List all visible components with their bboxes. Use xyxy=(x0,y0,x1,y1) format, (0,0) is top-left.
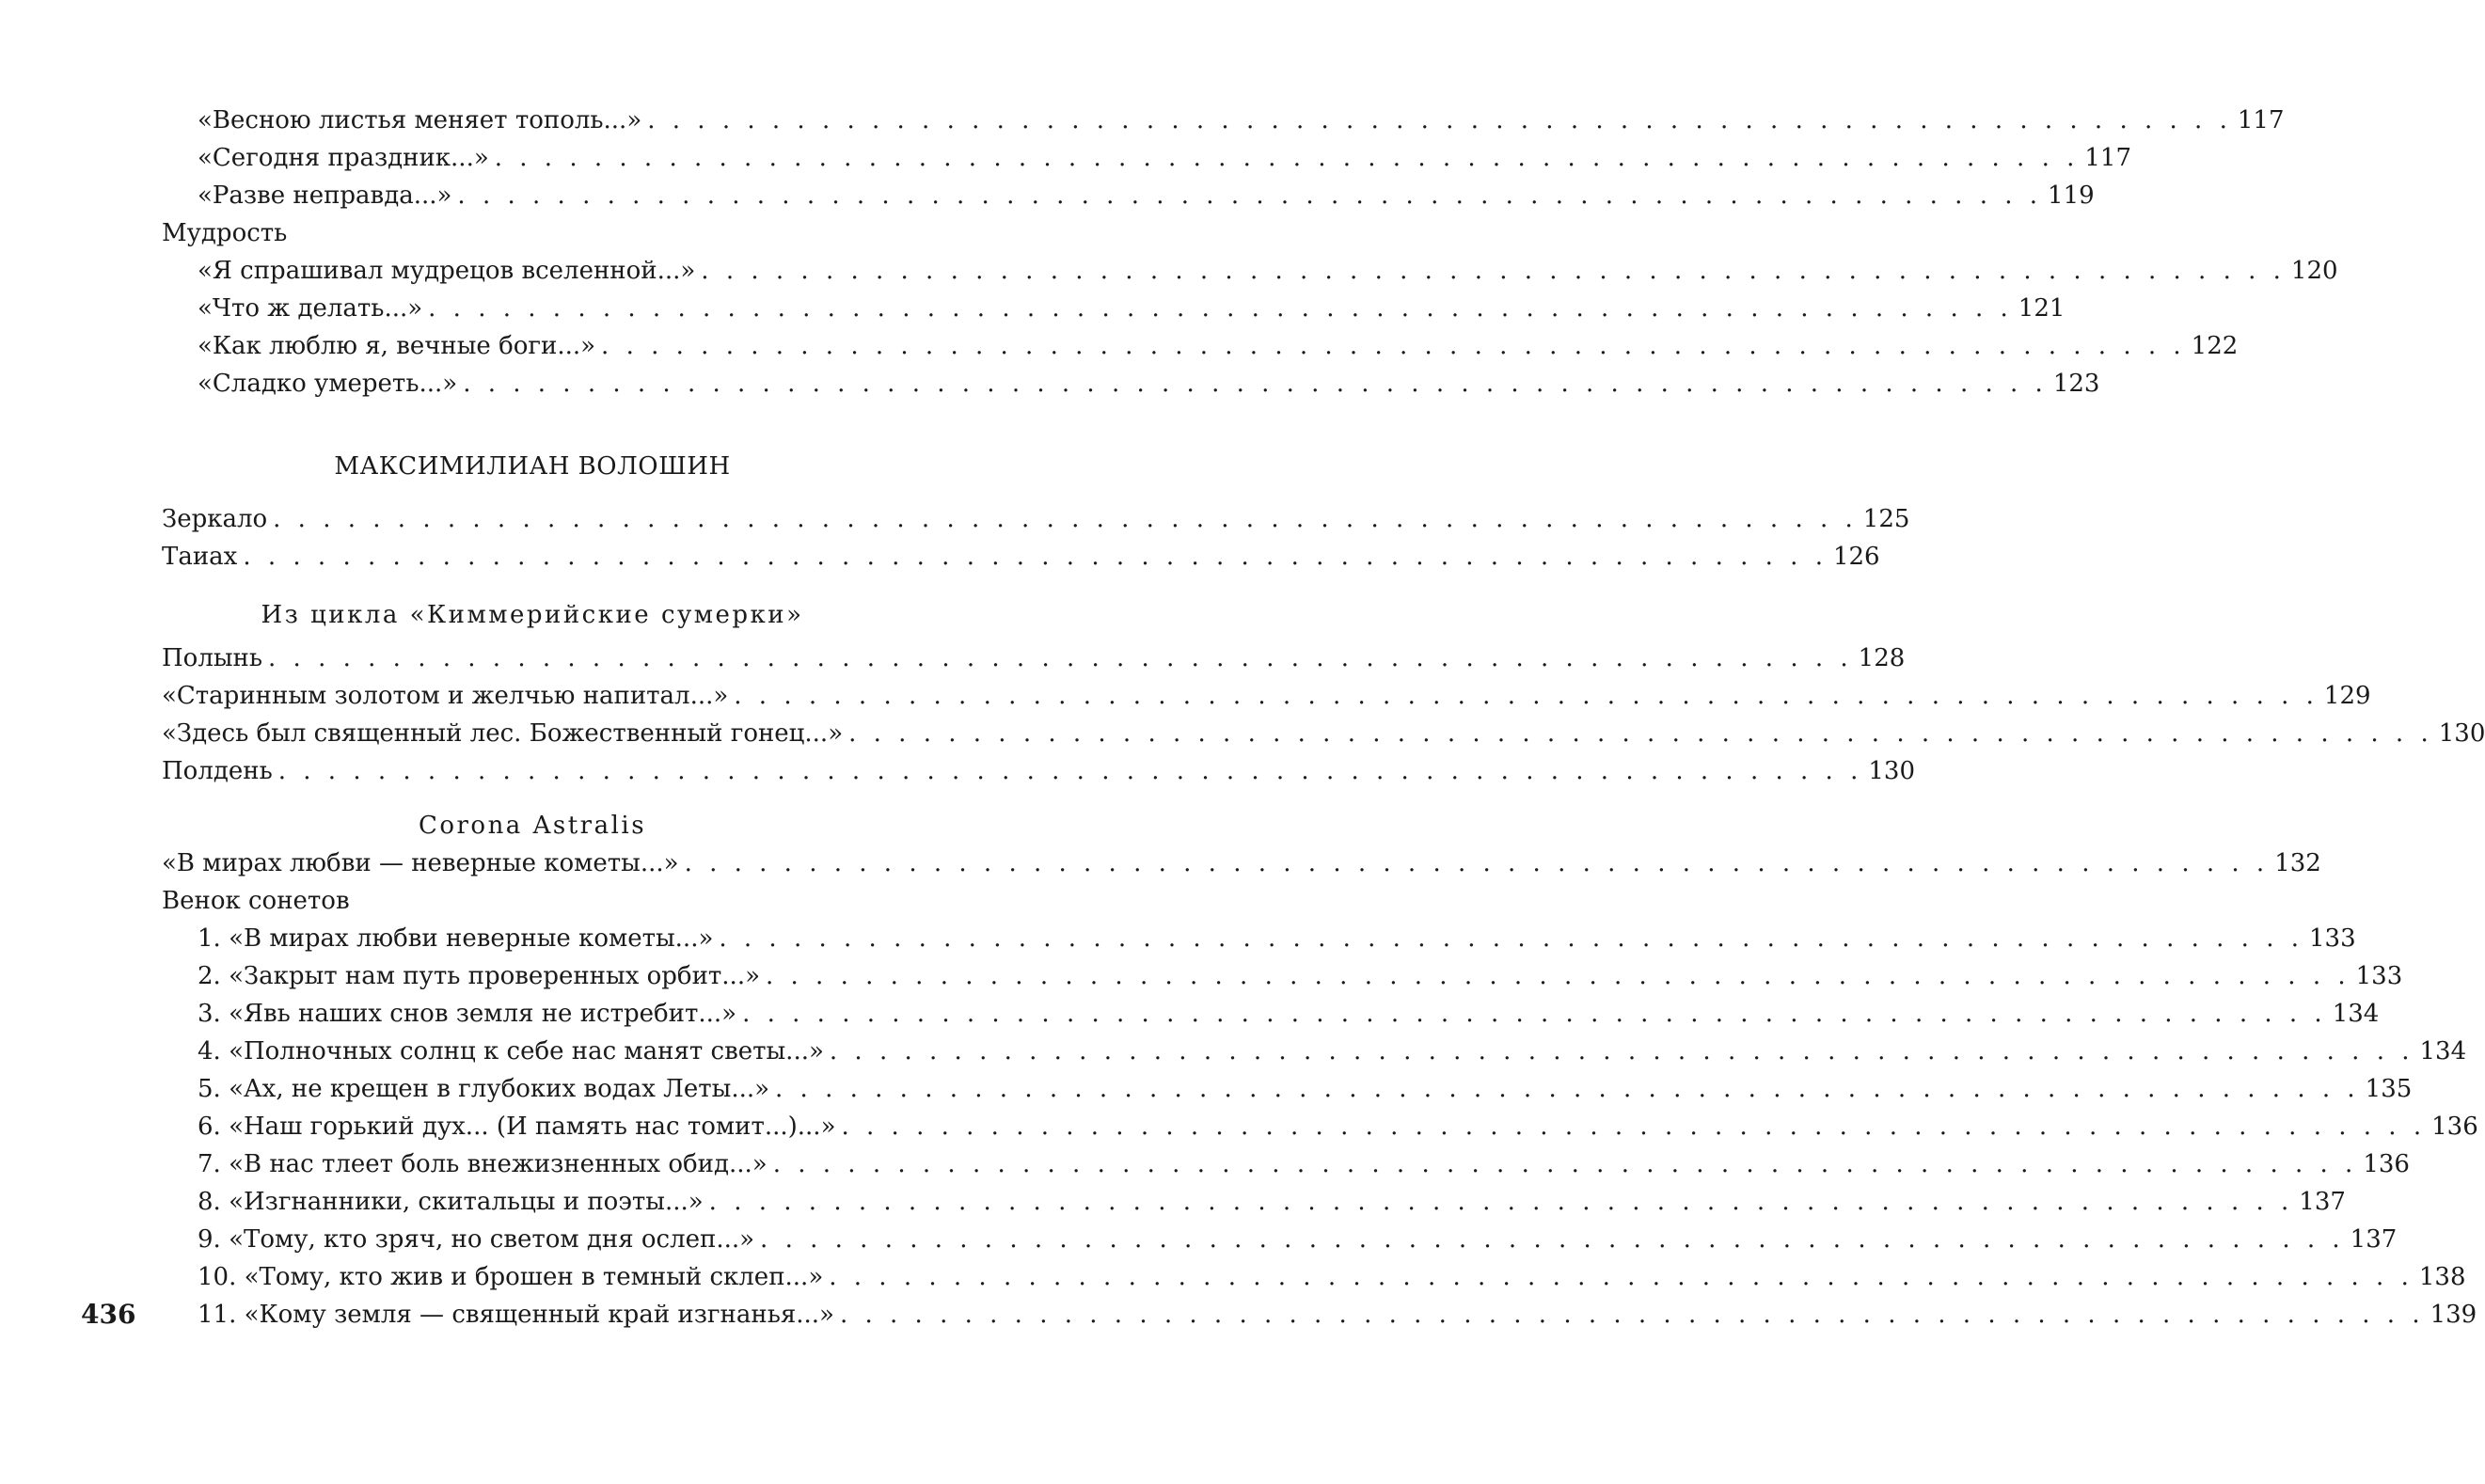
page-number: 436 xyxy=(81,1299,136,1330)
toc-entry xyxy=(162,1258,2466,1296)
leader-dots xyxy=(766,957,2350,995)
toc-entry xyxy=(162,1033,2467,1070)
leader-dots xyxy=(273,500,1858,538)
leader-dots xyxy=(268,639,1853,677)
toc-entry-page: 137 xyxy=(2350,1225,2398,1254)
toc-entry-title: 3. «Явь наших снов земля не истребит...» xyxy=(198,1000,737,1028)
leader-dots xyxy=(701,252,2286,290)
toc-entry xyxy=(162,538,1880,576)
toc-entry xyxy=(162,1221,2398,1258)
leader-dots xyxy=(428,290,2013,327)
toc-entry-title: 9. «Тому, кто зряч, но светом дня ослеп...» xyxy=(198,1225,755,1254)
toc-entry-page: 130 xyxy=(1868,757,1915,785)
toc-entry xyxy=(162,327,2239,365)
toc-entry xyxy=(162,995,2380,1033)
toc-entry-title: 6. «Наш горький дух... (И память нас томит...)...» xyxy=(198,1113,836,1141)
leader-dots xyxy=(829,1258,2414,1296)
toc-entry-page: 120 xyxy=(2290,257,2338,285)
leader-dots xyxy=(709,1183,2294,1221)
toc-entry-page: 121 xyxy=(2018,294,2066,323)
toc-entry xyxy=(162,1296,2477,1334)
leader-dots xyxy=(601,327,2186,365)
toc-entry-page: 132 xyxy=(2274,849,2321,877)
toc-entry-page: 133 xyxy=(2309,924,2356,953)
toc-entry xyxy=(162,252,2338,290)
toc-entry xyxy=(162,920,2356,957)
leader-dots xyxy=(841,1108,2426,1145)
leader-dots xyxy=(840,1296,2425,1334)
toc-entry xyxy=(162,845,2321,882)
toc-entry-page: 117 xyxy=(2237,106,2285,134)
toc-entry-title: «Сегодня праздник...» xyxy=(198,144,489,172)
toc-entry xyxy=(162,1183,2346,1221)
toc-entry-title: 11. «Кому земля — священный край изгнанья...» xyxy=(198,1301,834,1329)
toc-entry-page: 137 xyxy=(2299,1188,2346,1216)
toc-entry-page: 123 xyxy=(2052,370,2100,398)
leader-dots xyxy=(773,1145,2358,1183)
toc-entry-title: Зеркало xyxy=(162,505,268,533)
toc-entry-page: 136 xyxy=(2363,1150,2410,1178)
toc-entry-page: 126 xyxy=(1832,543,1880,571)
toc-entry-page: 136 xyxy=(2431,1113,2478,1141)
toc-entry-title: «Я спрашивал мудрецов вселенной...» xyxy=(198,257,696,285)
toc-entry xyxy=(162,365,2100,403)
toc-entry-page: 119 xyxy=(2048,182,2095,210)
leader-dots xyxy=(243,538,1828,576)
toc-entry-title: Полдень xyxy=(162,757,273,785)
leader-dots xyxy=(685,845,2270,882)
toc-entry-title: «Весною листья меняет тополь...» xyxy=(198,106,642,134)
toc-entry-title: «Что ж делать...» xyxy=(198,294,423,323)
leader-dots xyxy=(760,1221,2345,1258)
toc-entry-page: 133 xyxy=(2355,962,2403,990)
toc-entry-title: «В мирах любви — неверные кометы...» xyxy=(162,849,679,877)
toc-entry-title: 1. «В мирах любви неверные кометы...» xyxy=(198,924,714,953)
leader-dots xyxy=(278,752,1863,790)
toc-entry xyxy=(162,752,1915,790)
toc-entry-page: 139 xyxy=(2430,1301,2477,1329)
toc-entry-title: 7. «В нас тлеет боль внежизненных обид...» xyxy=(198,1150,768,1178)
leader-dots xyxy=(742,995,2327,1033)
toc-entry-page: 130 xyxy=(2438,719,2485,748)
toc-entry-title: Полынь xyxy=(162,644,263,672)
toc-entry xyxy=(162,715,2485,752)
toc-entry xyxy=(162,102,2285,139)
toc-entry-page: 125 xyxy=(1862,505,1910,533)
toc-entry-page: 138 xyxy=(2418,1263,2466,1291)
leader-dots xyxy=(848,715,2433,752)
section-heading-mudrost: Мудрость xyxy=(162,219,288,247)
toc-entry xyxy=(162,500,1910,538)
toc-entry-title: «Старинным золотом и желчью напитал...» xyxy=(162,682,729,710)
toc-entry-title: 4. «Полночных солнц к себе нас манят светы...» xyxy=(198,1037,824,1066)
corona-heading: Corona Astralis xyxy=(418,812,647,840)
leader-dots xyxy=(719,920,2303,957)
wreath-heading: Венок сонетов xyxy=(162,887,350,915)
toc-entry-page: 134 xyxy=(2419,1037,2467,1066)
toc-entry-page: 134 xyxy=(2332,1000,2380,1028)
toc-entry-title: 5. «Ах, не крещен в глубоких водах Леты...» xyxy=(198,1075,770,1103)
toc-entry-title: 8. «Изгнанники, скитальцы и поэты...» xyxy=(198,1188,704,1216)
toc-entry xyxy=(162,139,2132,177)
toc-entry-page: 129 xyxy=(2323,682,2371,710)
toc-entry xyxy=(162,177,2095,214)
leader-dots xyxy=(463,365,2048,403)
toc-entry-title: «Здесь был священный лес. Божественный гонец...» xyxy=(162,719,844,748)
toc-entry-title: «Разве неправда...» xyxy=(198,182,452,210)
toc-entry xyxy=(162,1108,2478,1145)
leader-dots xyxy=(830,1033,2414,1070)
toc-entry-page: 117 xyxy=(2084,144,2132,172)
toc-entry-title: 2. «Закрыт нам путь проверенных орбит...» xyxy=(198,962,760,990)
toc-entry-title: «Сладко умереть...» xyxy=(198,370,458,398)
toc-entry xyxy=(162,290,2066,327)
leader-dots xyxy=(734,677,2319,715)
table-of-contents xyxy=(162,102,2485,1334)
toc-entry xyxy=(162,639,1906,677)
toc-entry-title: «Как люблю я, вечные боги...» xyxy=(198,332,596,360)
toc-entry xyxy=(162,1145,2410,1183)
toc-entry-page: 135 xyxy=(2365,1075,2413,1103)
toc-entry xyxy=(162,1070,2413,1108)
toc-entry-title: Таиах xyxy=(162,543,238,571)
toc-entry xyxy=(162,677,2371,715)
toc-entry-title: 10. «Тому, кто жив и брошен в темный склеп...» xyxy=(198,1263,824,1291)
leader-dots xyxy=(495,139,2080,177)
leader-dots xyxy=(457,177,2042,214)
leader-dots xyxy=(647,102,2232,139)
cycle-heading: Из цикла «Киммерийские сумерки» xyxy=(261,601,804,629)
toc-entry xyxy=(162,957,2403,995)
toc-entry-page: 128 xyxy=(1858,644,1906,672)
author-heading: МАКСИМИЛИАН ВОЛОШИН xyxy=(334,452,731,481)
toc-entry-page: 122 xyxy=(2191,332,2239,360)
leader-dots xyxy=(775,1070,2360,1108)
